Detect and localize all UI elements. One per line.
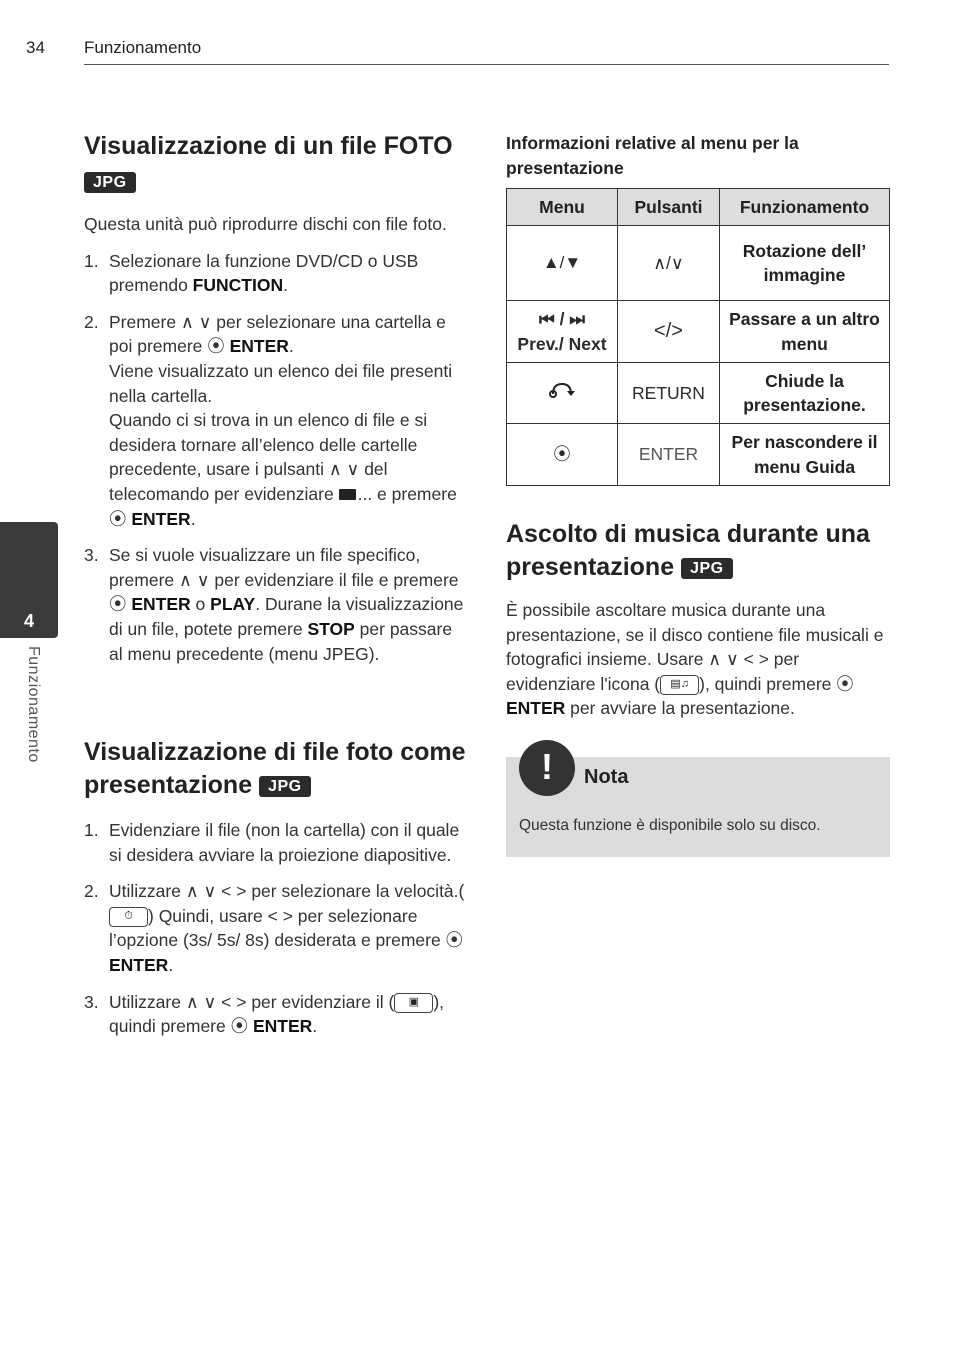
column-header: Funzionamento (720, 189, 890, 226)
jpg-badge: JPG (84, 172, 136, 193)
section-title: Ascolto di musica durante una presentazione JPG (506, 520, 870, 581)
chapter-tab (0, 522, 58, 638)
table-cell: ∧/∨ (618, 226, 720, 301)
table-row (507, 226, 890, 301)
exclamation-icon: ! (519, 740, 575, 796)
table-cell: Per nascondere il menu Guida (720, 424, 890, 486)
table-cell: ENTER (618, 424, 720, 486)
table-cell (507, 363, 618, 424)
list-item: 1. Selezionare la funzione DVD/CD o USB premendo FUNCTION. (84, 250, 419, 296)
table-row (507, 363, 890, 424)
table-cell: Rotazione dell’ immagine (720, 226, 890, 301)
steps-list (84, 818, 469, 1039)
folder-icon (339, 489, 356, 500)
list-item: 1. Evidenziare il file (non la cartella) con il quale si desidera avviare la proiezione diapositive. (84, 820, 460, 865)
jpg-badge: JPG (259, 776, 311, 797)
table-cell: ⦿ (507, 424, 618, 486)
table-cell: Passare a un altro menu (720, 301, 890, 363)
section-slideshow (84, 736, 469, 1051)
music-photo-icon: ▤♫ (660, 675, 699, 695)
header-rule (84, 64, 889, 65)
note-box (506, 746, 890, 857)
table-caption: Informazioni relative al menu per la presentazione (506, 133, 799, 178)
table-row (507, 424, 890, 486)
table-cell: ▲/▼ (507, 226, 618, 301)
section-title: Visualizzazione di un file FOTO JPG (84, 132, 453, 191)
section-title: Visualizzazione di file foto come presentazione JPG (84, 738, 466, 799)
speed-icon: ⏱ (109, 907, 148, 927)
list-item: 3. Utilizzare ∧ ∨ < > per evidenziare il ( ▣ ), quindi premere ⦿ ENTER. (84, 991, 445, 1037)
note-text: Questa funzione è disponibile solo su disco. (519, 817, 821, 834)
return-icon (547, 380, 577, 400)
running-header: Funzionamento (84, 38, 202, 57)
table-cell: Chiude la presentazione. (720, 363, 890, 424)
list-item: 2. Utilizzare ∧ ∨ < > per selezionare la velocità.(⏱ ) Quindi, usare < > per selezionare l’opzione (3s/ 5s/ 8s) desiderata e premere ⦿ ENTER. (84, 881, 465, 975)
chapter-label: Funzionamento (25, 646, 42, 763)
table-cell: ⏮ / ⏭ Prev./ Next (507, 301, 618, 363)
menu-table (506, 188, 890, 486)
list-item: 2. Premere ∧ ∨ per selezionare una cartella e poi premere ⦿ ENTER. Viene visualizzato un elenco dei file presenti nella cartella. Quando ci si trova in un elenco di file e si desidera tornare all’elenco delle cartelle precedente, usare i pulsanti ∧ ∨ del telecomando per evidenziare ... e premere ⦿ ENTER. (84, 311, 457, 529)
table-cell: RETURN (618, 363, 720, 424)
intro-text: Questa unità può riprodurre dischi con file foto. (84, 214, 447, 234)
column-header: Menu (507, 189, 618, 226)
table-row (507, 301, 890, 363)
section-music-slideshow (506, 518, 890, 721)
jpg-badge: JPG (681, 558, 733, 579)
body-text: È possibile ascoltare musica durante una presentazione, se il disco contiene file musicali e fotografici insieme. Usare ∧ ∨ < > per evidenziare l'icona ( ▤♫ ), quindi premere ⦿ ENTER per avviare la presentazione. (506, 600, 884, 719)
steps-list (84, 249, 469, 667)
chapter-number: 4 (23, 611, 34, 631)
section-photo-file (84, 130, 469, 678)
column-header: Pulsanti (618, 189, 720, 226)
menu-info-table-section (506, 131, 890, 486)
page-number: 34 (26, 38, 45, 57)
note-title: Nota (584, 766, 629, 788)
list-item: 3. Se si vuole visualizzare un file specifico, premere ∧ ∨ per evidenziare il file e premere ⦿ ENTER o PLAY. Durane la visualizzazione di un file, potete premere STOP per passare al menu precedente (menu JPEG). (84, 545, 464, 664)
table-cell: </> (618, 301, 720, 363)
slideshow-icon: ▣ (394, 993, 433, 1013)
